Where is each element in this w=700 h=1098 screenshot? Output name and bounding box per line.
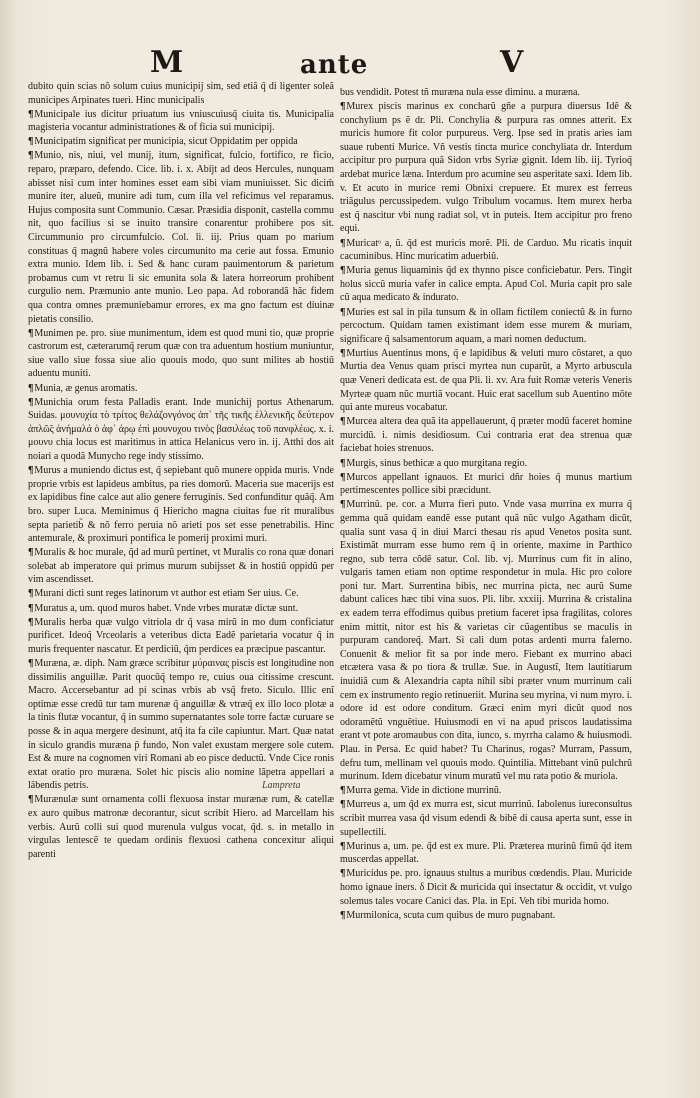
entry-text: Murrinũ. pe. cor. a Murra fieri puto. Vnde vasa murrina ex murra q̃ gemma quã quidam eandẽ esse putant quã nũc vulgo Agatham dicũt, qualia sunt vasa q̃ in diui Marci thesau ris apud Venetos posita sunt. Existimãt murram esse humo rem q̃ in oriente, maxime in Parthico regno, sub terra cõdẽ satur. Col. lib. vj. Murrinus cum fit in alino, vulgaris tamen etiam non optime respondetur in mula. Hic pro colore poni tur. Mart. Surrentina bibis, nec murrina picta, nec aurũ Sume dabunt calices hæc tibi vina suos. Pli. libr. xxxiij. Murrina & cristalina ex eadem terra effodimus quibus pretium faceret ipsa fragilitas, colores enim mittit, nitor est his & varietas cir cũagentibus se maculis in purpuram candoreq̃. Mart. Si cali dum potas ardenti murra falerno. Conuenit & melior fit sa por inde mero. Fiebant ex murrino abaci etcætera vasa & po tiora & trullæ. Sue. in Augustĩ, Item lautitiarum inuidiã cum & Alexandria capta nihil sibi præter vnum murrinum cali cem ex instrumento regio retinueriit. Murina seu myrina, vi num myro. i. odore id est odore conditum. Græci enim myri dicũt quod nos odoramẽtũ vnguẽtiue. Huiusmodi en vi na apud priscos laudatissima erant vt pote aromaubus con dita, iunco, s. myrrha calamo & huiusmodi. Plau. in Persa. Ec quid habet? Tu Charinus, rogas? Murram, Passum, defru tum, mellinam vel quouis modo. Quintilia. Mittebant vinũ pulchrũ murinum. Idem dicebatur vinum muratũ vel mu rata potio & muriola. bbox=[340, 499, 632, 783]
paragraph-mark-icon: ¶ bbox=[340, 799, 346, 811]
paragraph-mark-icon: ¶ bbox=[28, 657, 34, 669]
entry-text: Murinus a, um. pe. q̃d est ex mure. Pli. Præterea murinũ fimũ q̃d item muscerdas appellat. bbox=[340, 840, 632, 866]
entry-text: Murcos appellant ignauos. Et murici dñr hoies q̃ munus martium pertimescentes pollice sibi præcidunt. bbox=[340, 471, 632, 497]
paragraph-mark-icon: ¶ bbox=[340, 416, 346, 428]
running-head-left-letter: M bbox=[150, 45, 184, 80]
dictionary-entry bbox=[28, 382, 334, 396]
entry-text: Munio, nis, niui, vel munij, itum, significat, fulcio, fortifico, re ficio, reparo, præparo, defendo. Cice. lib. i. x. Abijt ad deos Hercules, nunquam abisset nisi cum inter homines esset eam sibi viam muniuisset. Sic dicim̃ munire iter, alueũ, munire adi tum, cum illa vel reficimus vel reparamus. Hujus composita sunt Communio. Cæsar. Præsidia disponit, castella commu nit, quo facilius si se inuito transire conarentur prohibere pos sit. Circummunio pro circumfulcio. Col. li. iij. Prius quam po marium constituas q̃ magnũ habere voles circumunito ma cerie aut fossa. Emunio extra munio. Idem lib. i. Sed & hanc curam pauimentorum & parietum probamus cum vt retru li sic emunita sola & latera horreorum prohibent curgulio nem. Præmunio ante munio. Leo papa. Ad roborandã hãc fidem qua contra omnes præmuniebamur errores, ex ma gno factum est diuinæ pietatis consilio. bbox=[28, 150, 334, 325]
paragraph-mark-icon: ¶ bbox=[28, 794, 34, 806]
dictionary-entry bbox=[28, 135, 334, 149]
entry-text: Muralis herba quæ vulgo vitriola dr q̃ vasa mirũ in mo dum conficiatur purificet. Ideoq̃ Vrceolaris a veteribus dicta Eadẽ parietaria vocatur q̃ in muris frequenter nascatur. Et perdiciũ, q̃m perdices ea præcipue pascantur. bbox=[28, 616, 334, 655]
paragraph-mark-icon: ¶ bbox=[340, 499, 346, 511]
marginal-handwritten-note: Lampreta bbox=[262, 780, 301, 791]
dictionary-entry bbox=[340, 86, 632, 100]
dictionary-entry bbox=[28, 657, 334, 793]
dictionary-entry bbox=[28, 396, 334, 464]
paragraph-mark-icon: ¶ bbox=[340, 457, 346, 469]
paragraph-mark-icon: ¶ bbox=[28, 547, 34, 559]
paragraph-mark-icon: ¶ bbox=[340, 785, 346, 797]
dictionary-entry bbox=[340, 264, 632, 305]
dictionary-entry bbox=[28, 80, 334, 107]
dictionary-entry bbox=[28, 464, 334, 546]
dictionary-entry bbox=[28, 793, 334, 861]
entry-text: Murgis, sinus bethicæ a quo murgitana regio. bbox=[346, 457, 528, 469]
paragraph-mark-icon: ¶ bbox=[28, 327, 34, 339]
paragraph-mark-icon: ¶ bbox=[340, 347, 346, 359]
entry-text: dubito quin scias nõ solum cuius municipij sim, sed etiã q̃ di ligenter soleã municipes Arpinates tueri. Hinc municipalis bbox=[28, 81, 334, 106]
entry-text: Muratus a, um. quod muros habet. Vnde vrbes muratæ dictæ sunt. bbox=[34, 602, 299, 614]
paragraph-mark-icon: ¶ bbox=[28, 602, 34, 614]
paragraph-mark-icon: ¶ bbox=[28, 108, 34, 120]
dictionary-entry bbox=[340, 415, 632, 456]
paragraph-mark-icon: ¶ bbox=[28, 396, 34, 408]
dictionary-entry bbox=[340, 347, 632, 415]
paragraph-mark-icon: ¶ bbox=[340, 868, 346, 880]
paragraph-mark-icon: ¶ bbox=[28, 588, 34, 600]
entry-text: Murmilonica, scuta cum quibus de muro pugnabant. bbox=[346, 909, 556, 921]
entry-text: Municipatim significat per municipia, sicut Oppidatim per oppida bbox=[34, 136, 298, 148]
dictionary-entry bbox=[340, 100, 632, 236]
dictionary-entry bbox=[340, 909, 632, 923]
paragraph-mark-icon: ¶ bbox=[340, 237, 346, 249]
running-head-title: ante bbox=[300, 50, 369, 80]
running-head-right-letter: V bbox=[500, 45, 524, 80]
paragraph-mark-icon: ¶ bbox=[28, 616, 34, 628]
entry-text: bus vendidit. Potest tñ muræna nula esse diminu. a muræna. bbox=[340, 87, 580, 98]
left-text-column bbox=[28, 80, 334, 862]
dictionary-entry bbox=[340, 867, 632, 908]
dictionary-entry bbox=[340, 840, 632, 867]
dictionary-entry bbox=[340, 237, 632, 264]
paragraph-mark-icon: ¶ bbox=[28, 136, 34, 148]
entry-text: Murani dicti sunt reges latinorum vt author est etiam Ser uius. Ce. bbox=[34, 588, 299, 600]
dictionary-entry bbox=[28, 587, 334, 601]
entry-text: Munichia orum festa Palladis erant. Inde munichij portus Athenarum. Suidas. μουνυχία τὸ τρίτος θελάζονγόνος ἀπ᾽ τῆς τικῆς ἑλλενικῆς δεύτερον ἁπλῶ̃ς ἀνήμαλά ὁ ἀφ᾽ ἀρῳ ἐπὶ μουνυχου τινὸς βασιλέως τοῦ πανφλέως. x. i. μουνυ chia locus est maritimus in attica Helanicus vero in. ij. Atthi dos ait noiari a quodã Munycho rege indy stissimo. bbox=[28, 396, 335, 463]
dictionary-entry bbox=[28, 546, 334, 587]
dictionary-entry bbox=[340, 306, 632, 347]
dictionary-entry bbox=[28, 108, 334, 135]
entry-text: Murus a muniendo dictus est, q̃ sepiebant quõ munere oppida muris. Vnde proprie vrbis est lapideus ambitus, pa ries domorũ. Maceria sue macerijs est ex lapidibus fine calce aut alio genere ferruginis. Sed confunditur quãq̃. Am bro. super Luca. Meminimus q̃ Hiericho magna ciuitas fue rit muralibus septa parietib̃ & nõ ferro peruia nõ arieti pos set esse penetrabilis. Hinc antemurale, & proximuri pontifica le pomerij proximi muri. bbox=[28, 465, 334, 545]
entry-text: Murex piscis marinus ex concharũ gñe a purpura diuersus Idẽ & conchylium ps ẽ dr. Pli. Conchylia & purpura ras omnes atterit. Ex muricis humore fit color purpureus. Verg. Ipse sed in pratis aries iam suaue rubenti Murice. Vñ vestis tincta murice conchyliata dr. Interdum accipitur pro purpura quã Sidon vrbs Syriæ gignit. Idem lib. iij. Tyrioq̃ ardebat murice læna. Interdum pro acumine seu asperitate saxi. Idem lib. v. Et acuto in murice remi Obnixi crepuere. Et murex est ferreus triãgulus percussipedem. vulgo Tribulum vocamus. Item murex herba est q̃ nascitur vbi nung radiat sol, vt in puteis. Item accipitur pro freno equi. bbox=[340, 101, 632, 235]
paragraph-mark-icon: ¶ bbox=[340, 101, 346, 113]
entry-text: Munimen pe. pro. siue munimentum, idem est quod muni tio, quæ proprie castrorum est, cæterarumq̃ rerum quæ con tra aduentum hostium muniuntur, siue vallo siue fossa siue alio quouis modo, quo sunt milites ab hostiũ aduentu muniti. bbox=[28, 327, 334, 380]
paragraph-mark-icon: ¶ bbox=[340, 840, 346, 852]
entry-text: Municipale ius dicitur priuatum ius vniuscuiusq̃ ciuita tis. Municipalia magisteria vocantur administrationes & of ficia sui municipij. bbox=[28, 108, 334, 134]
dictionary-entry bbox=[28, 327, 334, 381]
paragraph-mark-icon: ¶ bbox=[340, 909, 346, 921]
entry-text: Muralis & hoc murale, q̃d ad murũ pertinet, vt Muralis co rona quæ donari solebat ab imperatore qui primus murum subijsset & in hostiũ oppidũ per vim ascendisset. bbox=[28, 547, 334, 586]
dictionary-entry bbox=[340, 784, 632, 798]
dictionary-entry bbox=[340, 498, 632, 783]
dictionary-entry bbox=[340, 798, 632, 839]
right-text-column bbox=[340, 86, 632, 923]
dictionary-entry bbox=[28, 149, 334, 326]
paragraph-mark-icon: ¶ bbox=[28, 150, 34, 162]
entry-text: Muries est sal in pila tunsum & in ollam fictilem coniectũ & in furno percoctum. Quidam tamen existimant idem esse murem & muriam, significare q̃ salsamentorum aquam, a mari nomen deductum. bbox=[340, 306, 632, 345]
paragraph-mark-icon: ¶ bbox=[28, 382, 34, 394]
paragraph-mark-icon: ¶ bbox=[340, 471, 346, 483]
entry-text: Muricatᵒ a, ũ. q̃d est muricis morẽ. Pli. de Carduo. Mu ricatis inquit cacuminibus. Hinc muricatim aduerbiũ. bbox=[340, 237, 632, 263]
dictionary-entry bbox=[28, 616, 334, 657]
entry-text: Murreus a, um q̃d ex murra est, sicut murrinũ. Iabolenus iureconsultus scribit murrea vasa q̃d visum edendi & bibẽ di causa aperta sunt, esse in supellectili. bbox=[340, 799, 632, 838]
entry-text: Murænulæ sunt ornamenta colli flexuosa instar murænæ rum, & catellæ ex auro quibus matronæ decorantur, sicut scribit Hiero. ad Marcellam his verbis. Aurũ colli sui quod murenula vulgus vocat, q̃d. s. in metallo in virgulas lentescẽ te quedam ordinis flexuosi cathena concexitur aliqui parenti bbox=[28, 794, 334, 860]
dictionary-entry bbox=[340, 471, 632, 498]
entry-text: Muræna, æ. diph. Nam græce scribitur μύραινας piscis est longitudine non dissimilis anguillæ. Parit quocũq̃ tempo re, cuius oua citissime crescunt. Macro. Accersebantur ad pi scinas vrbis ab vsq̃ freto. Siculo. Illic enĩ optimæ esse credũ tur tam murenæ q̃ anguillæ & vtræq̃ ex illo loco plotæ a la tinis flutæ vocantur, q̃ in summo supernatantes sole torre factæ curuare se posse & in aqua mergere desinunt, atq̃ ita fa cile capiuntur. Mart. Quæ natat in siculo grandis muræna p̃ fundo, Non valet exustam mergere sole cutem. Est & mure na cognomen viri Romani ab eo pisce deductũ. Vnde Cice ronis extat oratio pro muræna. Solet hic piscis alio nomine lãpetra appellari a lãbendis petris. bbox=[28, 657, 334, 792]
entry-text: Munia, æ genus aromatis. bbox=[34, 382, 138, 394]
entry-text: Muria genus liquaminis q̃d ex thynno pisce conficiebatur. Pers. Tingit holus siccũ muria vafer in calice empta. Apud Col. Muria capit pro sale cũ aqua medicato & indurato. bbox=[340, 265, 632, 304]
entry-text: Murra gema. Vide in dictione murrinũ. bbox=[346, 785, 502, 797]
entry-text: Murcea altera dea quã ita appellauerunt, q̃ præter modũ faceret homine murcidũ. i. nimis desidiosum. Cui contraria erat dea strenua quæ faciebat hoies strenuos. bbox=[340, 416, 632, 455]
paragraph-mark-icon: ¶ bbox=[28, 465, 34, 477]
entry-text: Murtius Auentinus mons, q̃ e lapidibus & veluti muro cõstaret, a quo Murtia dea Venus quam prisci myrtea nun cuparũt, a Myrto arbuscula quæ Veneri dedicata est. de qua Pli. li. xv. Ara fuit Romæ veteris Veneris Myrteæ quam nũc murtiã vocant. Huic erat sacellum sub Auentino mõte qui ante mureus vocabatur. bbox=[340, 347, 632, 414]
dictionary-entry bbox=[28, 602, 334, 616]
entry-text: Muricidus pe. pro. ignauus stultus a muribus cœdendis. Plau. Muricide homo ignaue iners. δ Dicit & muricida qui insectatur & occidit, vt vulgo solemus tales vocare Canici das. Pla. in Epi. Veh tibi murida homo. bbox=[340, 868, 632, 907]
paragraph-mark-icon: ¶ bbox=[340, 265, 346, 277]
dictionary-entry bbox=[340, 457, 632, 471]
paragraph-mark-icon: ¶ bbox=[340, 306, 346, 318]
